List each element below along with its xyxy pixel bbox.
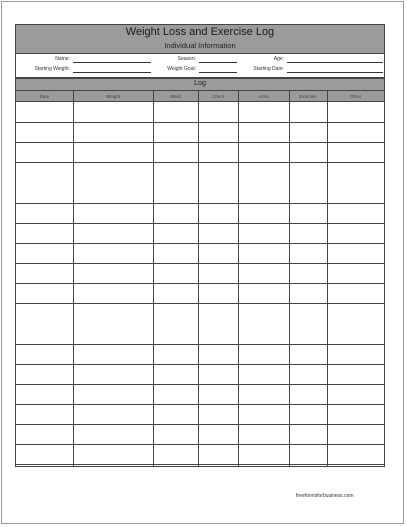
age-label: Age: xyxy=(273,56,284,62)
age-field[interactable] xyxy=(287,62,383,63)
table-row-line xyxy=(16,344,384,345)
column-header-other: Other xyxy=(349,94,362,99)
column-header-chest: Chest xyxy=(212,94,224,99)
column-divider xyxy=(198,102,199,466)
table-row-line xyxy=(16,283,384,284)
table-row-line xyxy=(16,384,384,385)
name-field[interactable] xyxy=(73,62,151,63)
table-row-line xyxy=(16,223,384,224)
season-field[interactable] xyxy=(199,62,237,63)
table-row-line xyxy=(16,464,384,465)
table-row-line xyxy=(16,203,384,204)
column-header-waist: Waist xyxy=(169,94,182,99)
weight-goal-label: Weight Goal: xyxy=(167,66,196,72)
form-header xyxy=(15,24,385,54)
starting-weight-field[interactable] xyxy=(73,72,151,73)
form-subtitle: Individual Information xyxy=(164,41,236,50)
column-header-arms: Arms xyxy=(258,94,269,99)
table-row-line xyxy=(16,303,384,304)
table-row-line xyxy=(16,364,384,365)
table-row-line xyxy=(16,444,384,445)
table-row-line xyxy=(16,142,384,143)
table-row-line xyxy=(16,122,384,123)
table-row-line xyxy=(16,263,384,264)
table-row-line xyxy=(16,404,384,405)
season-label: Season: xyxy=(177,56,196,62)
log-table xyxy=(15,102,385,467)
starting-date-field[interactable] xyxy=(287,72,383,73)
column-header-exercise: Exercise xyxy=(299,94,317,99)
footer-credit: freeformsforbusiness.com xyxy=(296,493,354,499)
log-title: Log xyxy=(194,80,206,87)
log-header-divider xyxy=(16,90,384,91)
individual-info-section xyxy=(15,54,385,78)
name-label: Name: xyxy=(55,56,70,62)
starting-date-label: Starting Date: xyxy=(253,66,284,72)
column-divider xyxy=(289,102,290,466)
form-title: Weight Loss and Exercise Log xyxy=(125,26,275,38)
column-header-weight: Weight xyxy=(106,94,120,99)
starting-weight-label: Starting Weight: xyxy=(34,66,70,72)
weight-goal-field[interactable] xyxy=(199,72,237,73)
table-row-line xyxy=(16,424,384,425)
column-divider xyxy=(153,102,154,466)
table-row-line xyxy=(16,162,384,163)
log-header xyxy=(15,78,385,102)
column-divider xyxy=(327,102,328,466)
table-row-line xyxy=(16,243,384,244)
column-header-date: Date xyxy=(39,94,50,99)
column-divider xyxy=(73,102,74,466)
column-divider xyxy=(238,102,239,466)
